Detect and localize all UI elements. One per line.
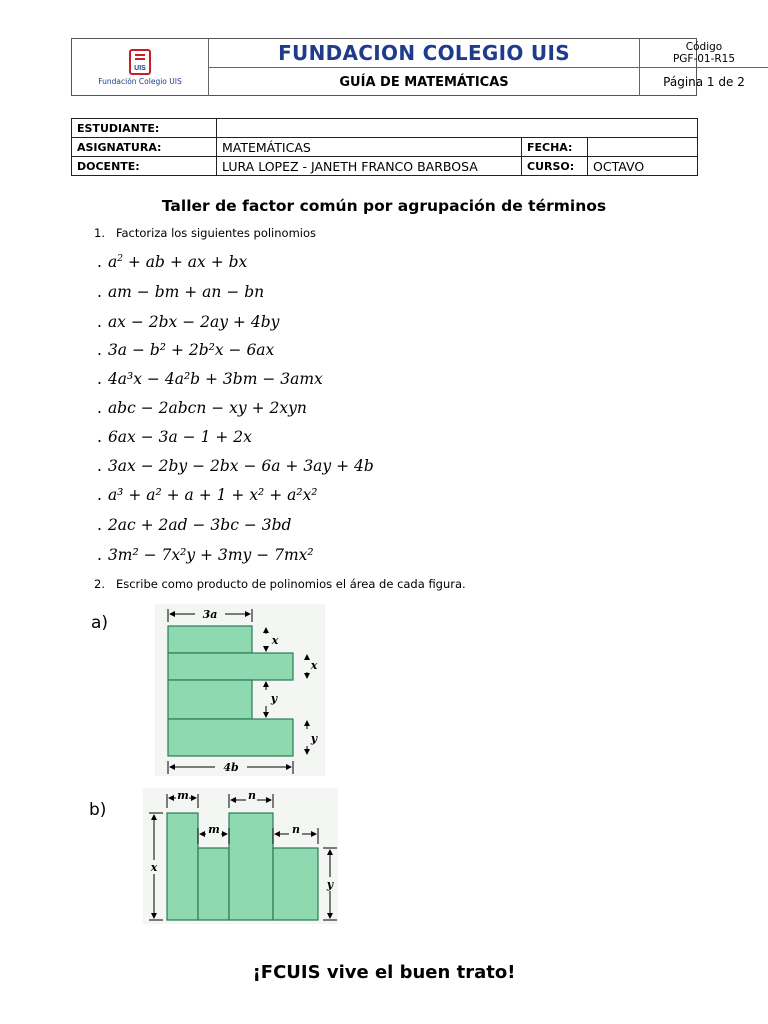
course-value: OCTAVO bbox=[588, 157, 698, 176]
polynomial-7: . 6ax − 3a − 1 + 2x bbox=[97, 428, 252, 446]
school-logo bbox=[127, 49, 153, 75]
polynomial-3: . ax − 2bx − 2ay + 4by bbox=[97, 313, 280, 331]
polynomial-10: . 2ac + 2ad − 3bc − 3bd bbox=[97, 516, 292, 534]
figure-b-label: b) bbox=[89, 800, 107, 820]
logo-text: Fundación Colegio UIS bbox=[98, 77, 182, 86]
logo-cell bbox=[72, 39, 209, 96]
poly-text: 6ax − 3a − 1 + 2x bbox=[107, 428, 252, 446]
poly-text: a³ + a² + a + 1 + x² + a²x² bbox=[107, 486, 318, 504]
worksheet-title: Taller de factor común por agrupación de términos bbox=[161, 197, 607, 215]
guide-title: GUÍA DE MATEMÁTICAS bbox=[209, 68, 640, 96]
figure-a-label: a) bbox=[91, 613, 109, 633]
student-info-table bbox=[71, 118, 698, 176]
course-label: CURSO: bbox=[522, 157, 588, 176]
polynomial-4: . 3a − b² + 2b²x − 6ax bbox=[97, 341, 275, 359]
question-1: 1. Factoriza los siguientes polinomios bbox=[94, 226, 316, 240]
dim-x: x bbox=[150, 861, 158, 874]
dim-n-2: n bbox=[292, 823, 300, 836]
polynomial-2: . am − bm + an − bn bbox=[97, 283, 265, 301]
poly-text: 3a − b² + 2b²x − 6ax bbox=[107, 341, 275, 359]
dim-y-2: y bbox=[310, 732, 318, 745]
question-2: 2. Escribe como producto de polinomios el área de cada figura. bbox=[94, 577, 466, 591]
polynomial-5: . 4a³x − 4a²b + 3bm − 3amx bbox=[97, 370, 323, 388]
dim-m-1: m bbox=[177, 789, 189, 802]
dim-x-2: x bbox=[310, 659, 318, 672]
teacher-label: DOCENTE: bbox=[72, 157, 217, 176]
document-header bbox=[71, 38, 745, 96]
poly-text: 3m² − 7x²y + 3my − 7mx² bbox=[107, 546, 314, 564]
dim-x-1: x bbox=[271, 634, 279, 647]
svg-text:UIS: UIS bbox=[134, 65, 146, 72]
student-field[interactable] bbox=[217, 119, 698, 138]
figure-b bbox=[143, 788, 338, 924]
code-label: Código bbox=[685, 41, 723, 53]
polynomial-9: . a³ + a² + a + 1 + x² + a²x² bbox=[97, 486, 318, 504]
dim-m-2: m bbox=[208, 823, 220, 836]
polynomial-11: . 3m² − 7x²y + 3my − 7mx² bbox=[97, 546, 314, 564]
poly-text: abc − 2abcn − xy + 2xyn bbox=[107, 399, 307, 417]
student-label: ESTUDIANTE: bbox=[72, 119, 217, 138]
polynomial-1: . $a^2$ + ab + ax + bx bbox=[97, 253, 248, 271]
date-label: FECHA: bbox=[522, 138, 588, 157]
code-value: PGF-01-R15 bbox=[672, 53, 736, 65]
poly-text: 4a³x − 4a²b + 3bm − 3amx bbox=[107, 370, 323, 388]
subject-label: ASIGNATURA: bbox=[72, 138, 217, 157]
code-cell bbox=[640, 39, 768, 68]
institution-name: FUNDACION COLEGIO UIS bbox=[209, 39, 640, 68]
teacher-value: LURA LOPEZ - JANETH FRANCO BARBOSA bbox=[217, 157, 522, 176]
dim-n-1: n bbox=[248, 789, 256, 802]
page-number: Página 1 de 2 bbox=[663, 75, 745, 89]
poly-text: 3ax − 2by − 2bx − 6a + 3ay + 4b bbox=[107, 457, 374, 475]
dim-y: y bbox=[326, 878, 334, 891]
figure-a bbox=[155, 604, 325, 776]
dim-y-1: y bbox=[270, 692, 278, 705]
dim-4b: 4b bbox=[223, 761, 239, 774]
polynomial-6: . abc − 2abcn − xy + 2xyn bbox=[97, 399, 307, 417]
date-field[interactable] bbox=[588, 138, 698, 157]
poly-text: ax − 2bx − 2ay + 4by bbox=[107, 313, 280, 331]
dim-3a: 3a bbox=[202, 608, 218, 621]
subject-value: MATEMÁTICAS bbox=[217, 138, 522, 157]
poly-text: am − bm + an − bn bbox=[107, 283, 265, 301]
footer-slogan: ¡FCUIS vive el buen trato! bbox=[252, 962, 516, 983]
polynomial-8: . 3ax − 2by − 2bx − 6a + 3ay + 4b bbox=[97, 457, 374, 475]
poly-text: 2ac + 2ad − 3bc − 3bd bbox=[107, 516, 292, 534]
